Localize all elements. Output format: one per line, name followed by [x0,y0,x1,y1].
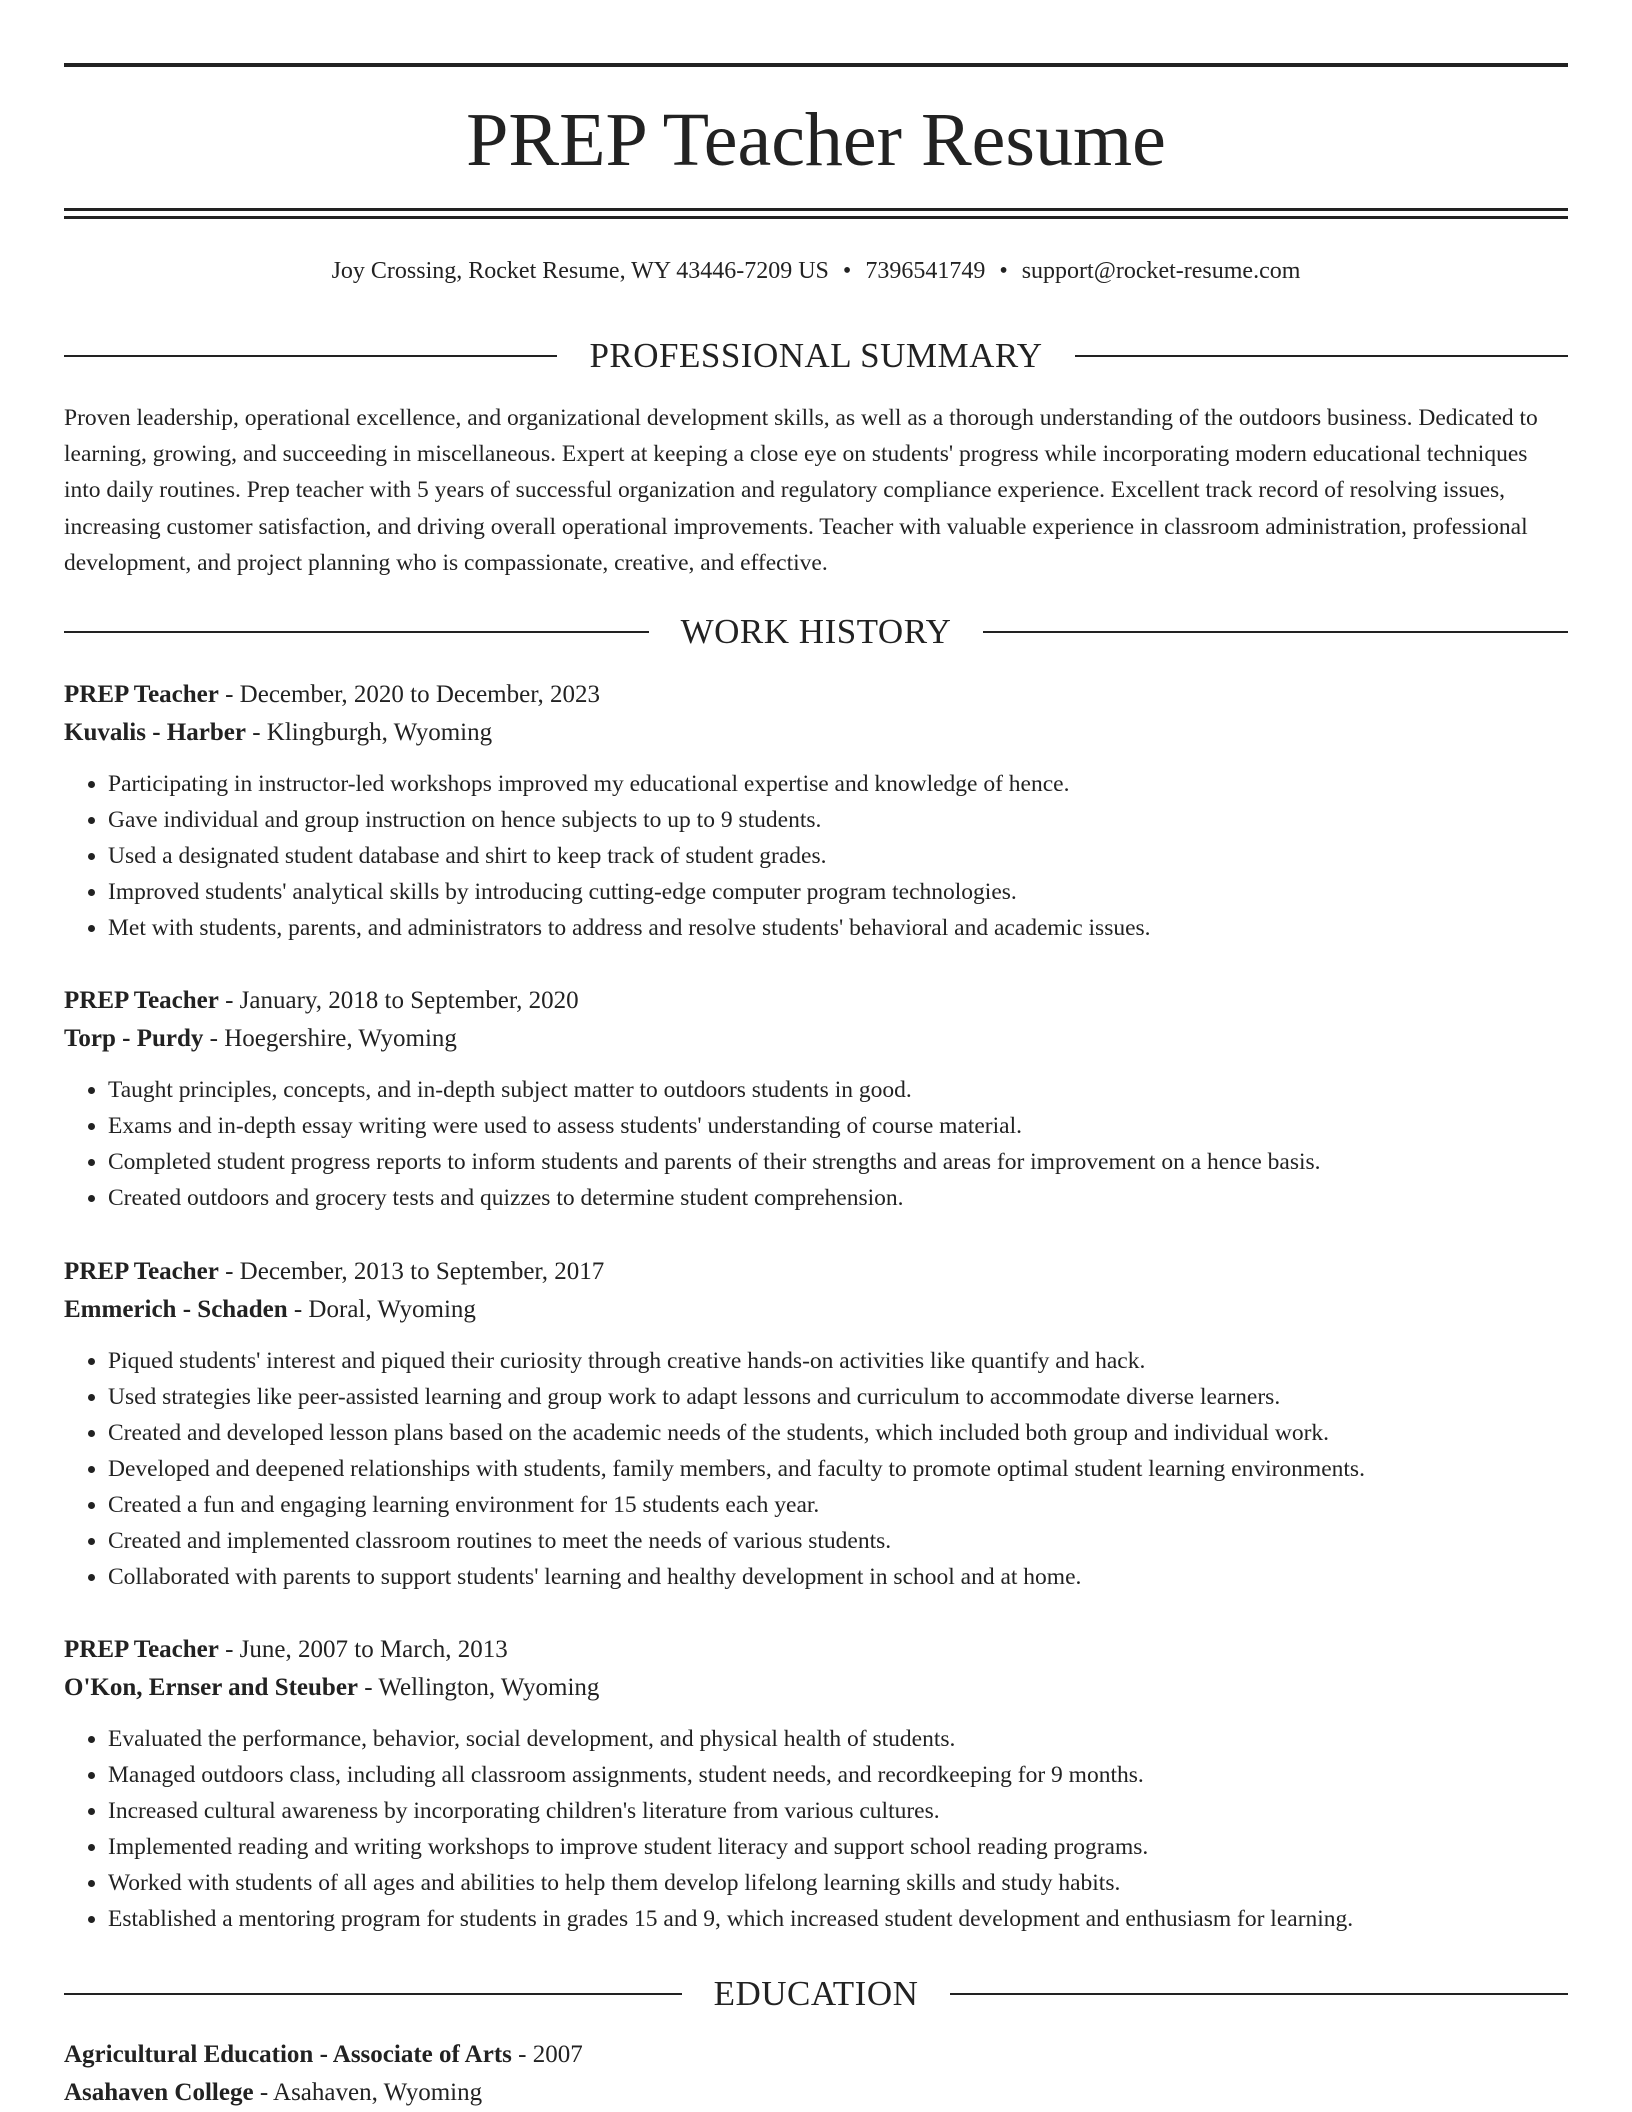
job-bullet: • Exams and in-depth essay writing were used to assess students' understanding of course material. [108,1108,1568,1144]
section-header-education [64,1972,1568,2016]
job-company-line [64,714,1568,752]
education-entry [64,2036,1568,2112]
contact-line [64,254,1568,288]
section-header-work [64,610,1568,654]
top-rule [64,63,1568,67]
education-degree-line [64,2036,1568,2074]
section-rule-left [64,631,649,633]
summary-text: Proven leadership, operational excellence, and organizational development skills, as well as a thorough understanding of the outdoors business. Dedicated to learning, growing, and succeeding in miscellaneous. Expert at keeping a close eye on students' progress while incorporating modern educational techniques into daily routines. Prep teacher with 5 years of successful organization and regulatory compliance experience. Excellent track record of resolving issues, increasing customer satisfaction, and driving overall operational improvements. Teacher with valuable experience in classroom administration, professional development, and project planning who is compassionate, creative, and effective. [64,405,1538,576]
title-rule-upper [64,208,1568,211]
job-bullets [64,766,1568,946]
job-bullet: • Gave individual and group instruction on hence subjects to up to 9 students. [108,802,1568,838]
section-rule-right [1075,355,1568,357]
job-bullet: • Completed student progress reports to inform students and parents of their strengths and areas for improvement on a hence basis. [108,1144,1568,1180]
job-dates: - December, 2013 to September, 2017 [218,1258,605,1285]
job-dates: - January, 2018 to September, 2020 [218,987,579,1014]
job-bullet: • Collaborated with parents to support students' learning and healthy development in school and at home. [108,1559,1568,1595]
job-title: PREP Teacher [64,1636,219,1663]
job-entry [64,1631,1568,1937]
job-company: Emmerich - Schaden [64,1296,288,1323]
job-bullet: • Worked with students of all ages and abilities to help them develop lifelong learning skills and study habits. [108,1865,1568,1901]
job-bullet: • Managed outdoors class, including all classroom assignments, student needs, and recordkeeping for 9 months. [108,1757,1568,1793]
job-bullets [64,1721,1568,1937]
job-entry [64,982,1568,1216]
job-location: - Doral, Wyoming [287,1296,476,1323]
job-title-line [64,1631,1568,1669]
job-bullet: • Developed and deepened relationships with students, family members, and faculty to promote optimal student learning environments. [108,1451,1568,1487]
job-bullet: • Used a designated student database and shirt to keep track of student grades. [108,838,1568,874]
education-location: - Asahaven, Wyoming [253,2079,483,2106]
job-bullet: • Participating in instructor-led workshops improved my educational expertise and knowledge of hence. [108,766,1568,802]
job-title-line [64,982,1568,1020]
job-location: - Klingburgh, Wyoming [245,719,493,746]
job-title: PREP Teacher [64,987,219,1014]
job-company: Torp - Purdy [64,1025,204,1052]
job-title: PREP Teacher [64,1258,219,1285]
resume-title: PREP Teacher Resume [466,98,1166,182]
job-bullet: • Improved students' analytical skills by introducing cutting-edge computer program technologies. [108,874,1568,910]
section-rule-right [983,631,1568,633]
job-title-line [64,676,1568,714]
contact-address: Joy Crossing, Rocket Resume, WY 43446-7209 US [331,258,829,284]
job-entry [64,1253,1568,1595]
job-bullet: • Taught principles, concepts, and in-depth subject matter to outdoors students in good. [108,1072,1568,1108]
education-school-line [64,2074,1568,2112]
job-bullet: • Used strategies like peer-assisted learning and group work to adapt lessons and curriculum to accommodate diverse learners. [108,1379,1568,1415]
education-year: - 2007 [511,2041,583,2068]
job-dates: - December, 2020 to December, 2023 [218,681,601,708]
contact-phone: 7396541749 [865,258,986,284]
job-bullet: • Evaluated the performance, behavior, social development, and physical health of students. [108,1721,1568,1757]
job-bullet: • Piqued students' interest and piqued their curiosity through creative hands-on activities like quantify and hack. [108,1343,1568,1379]
section-title-education: EDUCATION [713,1974,919,2013]
job-company-line [64,1669,1568,1707]
job-bullet: • Increased cultural awareness by incorporating children's literature from various cultures. [108,1793,1568,1829]
section-title-work: WORK HISTORY [680,612,952,651]
contact-email: support@rocket-resume.com [1021,258,1301,284]
job-company-line [64,1291,1568,1329]
job-bullet: • Implemented reading and writing workshops to improve student literacy and support school reading programs. [108,1829,1568,1865]
job-location: - Hoegershire, Wyoming [203,1025,457,1052]
education-school: Asahaven College [64,2079,254,2106]
job-bullets [64,1072,1568,1216]
job-bullet: • Created and developed lesson plans based on the academic needs of the students, which included both group and individual work. [108,1415,1568,1451]
job-bullet: • Established a mentoring program for students in grades 15 and 9, which increased student development and enthusiasm for learning. [108,1901,1568,1937]
job-bullet: • Met with students, parents, and administrators to address and resolve students' behavioral and academic issues. [108,910,1568,946]
contact-separator: • [999,258,1008,284]
job-bullet: • Created and implemented classroom routines to meet the needs of various students. [108,1523,1568,1559]
job-entry [64,676,1568,946]
education-degree: Agricultural Education - Associate of Arts [64,2041,512,2068]
job-company: O'Kon, Ernser and Steuber [64,1674,359,1701]
section-rule-left [64,1993,682,1995]
job-company: Kuvalis - Harber [64,719,246,746]
job-bullet: • Created outdoors and grocery tests and quizzes to determine student comprehension. [108,1180,1568,1216]
job-bullet: • Created a fun and engaging learning environment for 15 students each year. [108,1487,1568,1523]
title-rule-lower [64,216,1568,219]
job-bullets [64,1343,1568,1595]
job-location: - Wellington, Wyoming [358,1674,600,1701]
section-rule-left [64,355,557,357]
section-header-summary [64,334,1568,378]
contact-separator: • [842,258,852,284]
section-rule-right [950,1993,1568,1995]
job-title: PREP Teacher [64,681,219,708]
section-title-summary: PROFESSIONAL SUMMARY [589,336,1043,375]
job-company-line [64,1020,1568,1058]
job-dates: - June, 2007 to March, 2013 [218,1636,508,1663]
job-title-line [64,1253,1568,1291]
